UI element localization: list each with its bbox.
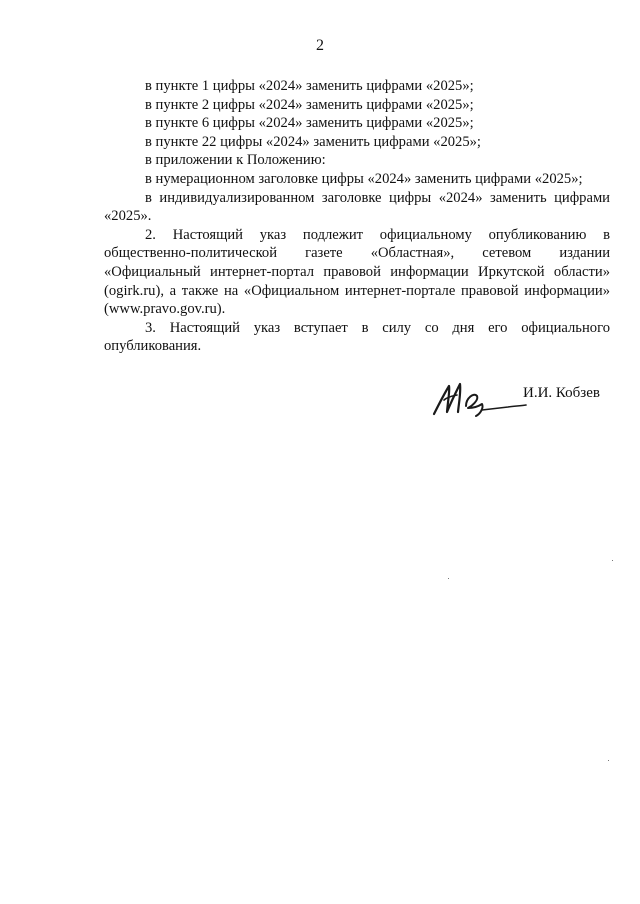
amendment-item-2: в пункте 2 цифры «2024» заменить цифрами «2025»;: [145, 96, 474, 113]
amendment-item-1: в пункте 1 цифры «2024» заменить цифрами «2025»;: [145, 78, 474, 94]
signature-block: [430, 376, 620, 426]
amendment-item-6-line-2: «2025».: [104, 208, 152, 225]
signer-name: И.И. Кобзев: [523, 385, 600, 401]
amendment-item-6-line-1: в индивидуализированном заголовке цифры «2024» заменить цифрами: [145, 189, 610, 206]
scan-speck: [448, 578, 449, 579]
page-number: 2: [316, 37, 324, 54]
amendment-item-3: в пункте 6 цифры «2024» заменить цифрами «2025»;: [145, 115, 474, 132]
publication-clause-line-3: «Официальный интернет-портал правовой информации Иркутской области»: [104, 263, 610, 280]
publication-clause-line-1: 2. Настоящий указ подлежит официальному опубликованию в: [145, 226, 610, 243]
handwritten-signature: [430, 376, 528, 420]
appendix-intro: в приложении к Положению:: [145, 152, 326, 169]
effect-clause-line-1: 3. Настоящий указ вступает в силу со дня его официального: [145, 319, 610, 336]
amendment-item-4: в пункте 22 цифры «2024» заменить цифрами «2025»;: [145, 133, 481, 150]
scan-speck: [608, 760, 609, 761]
publication-clause-line-5: (www.pravo.gov.ru).: [104, 301, 226, 318]
publication-clause-line-4: (ogirk.ru), а также на «Официальном интернет-портале правовой информации»: [104, 282, 610, 299]
effect-clause-line-2: опубликования.: [104, 338, 202, 355]
amendment-item-5: в нумерационном заголовке цифры «2024» заменить цифрами «2025»;: [145, 170, 583, 187]
scan-speck: [612, 560, 613, 561]
decree-body: [104, 77, 610, 356]
publication-clause-line-2: общественно-политической газете «Областная», сетевом издании: [104, 245, 610, 262]
